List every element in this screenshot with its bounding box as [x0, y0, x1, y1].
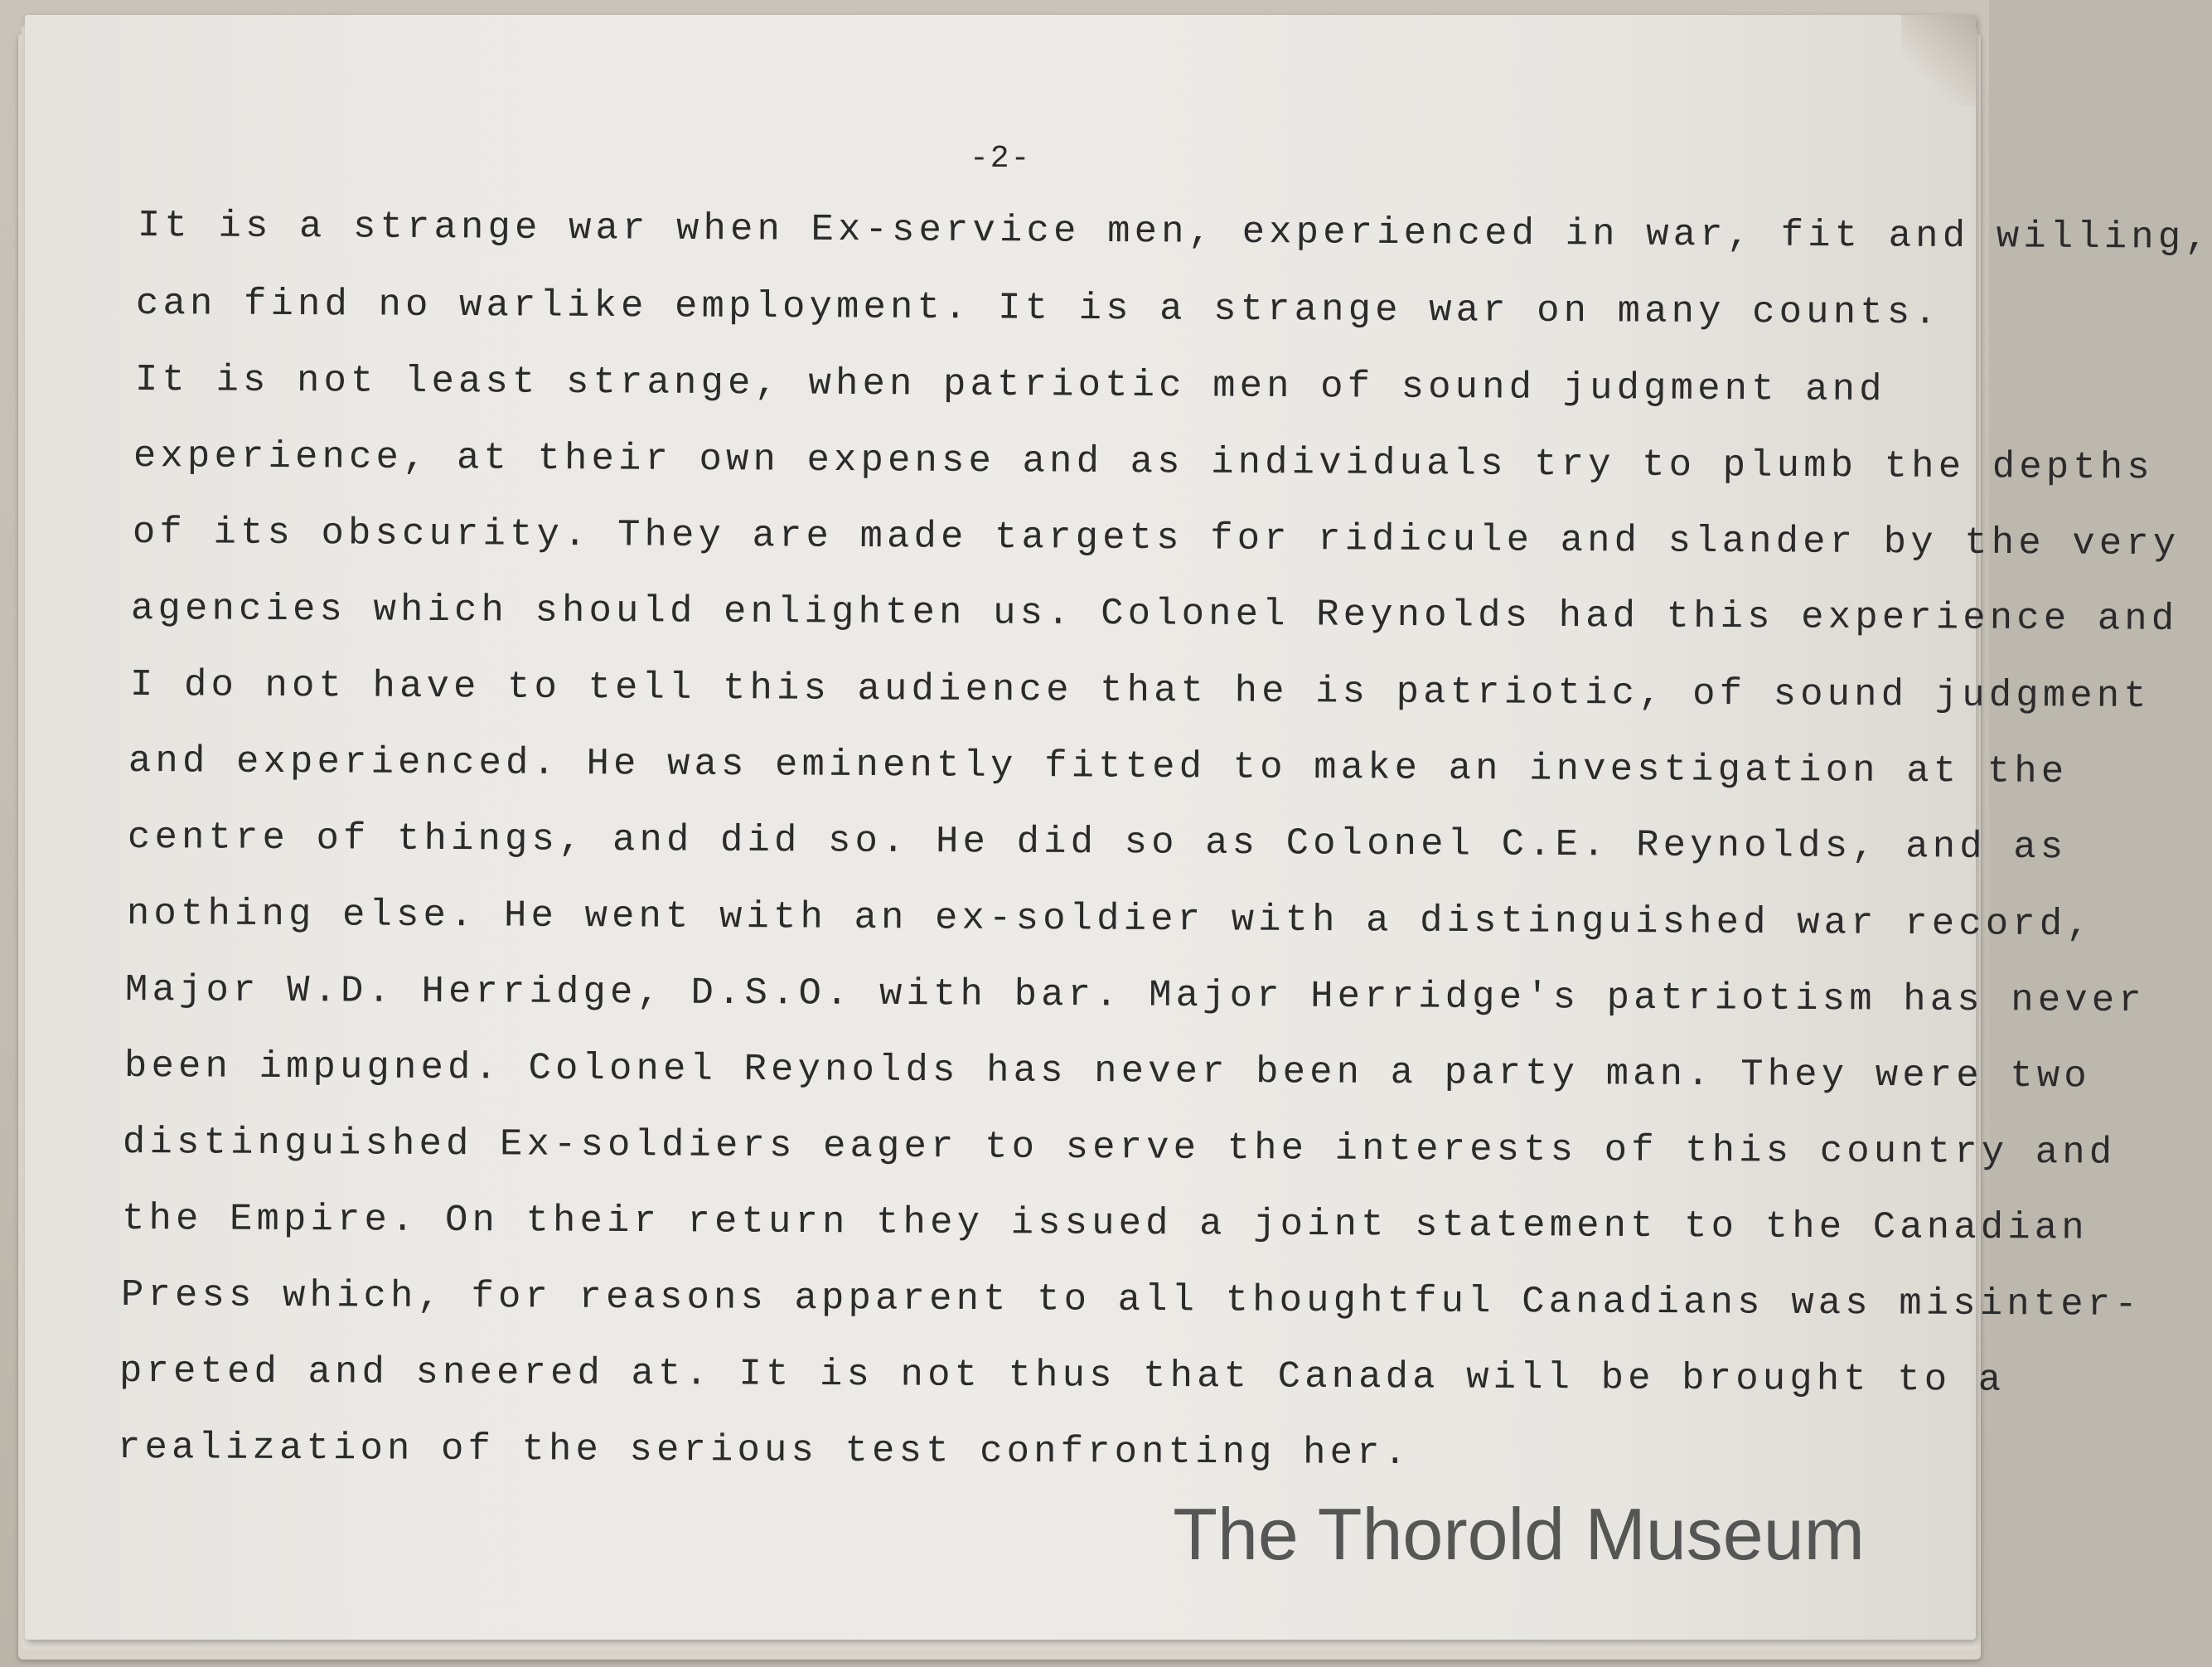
museum-watermark: The Thorold Museum: [1173, 1493, 1865, 1575]
text-line: preted and sneered at. It is not thus that Canada will be brought to a: [119, 1350, 2006, 1402]
text-line: I do not have to tell this audience that he is patriotic, of sound judgment: [129, 663, 2151, 719]
text-line: distinguished Ex-soldiers eager to serve the interests of this country and: [122, 1121, 2117, 1175]
text-line: experience, at their own expense and as individuals try to plumb the depths: [133, 434, 2154, 490]
typewritten-page: [25, 15, 2212, 1640]
text-line: nothing else. He went with an ex-soldier with a distinguished war record,: [126, 892, 2093, 947]
text-line: Press which, for reasons apparent to all thoughtful Canadians was misinter-: [120, 1273, 2142, 1326]
text-line: the Empire. On their return they issued a joint statement to the Canadian: [121, 1197, 2089, 1250]
text-line: agencies which should enlighten us. Colonel Reynolds had this experience and: [130, 587, 2179, 641]
text-line: It is a strange war when Ex-service men, experienced in war, fit and willing,: [137, 204, 2212, 259]
text-line: can find no warlike employment. It is a strange war on many counts.: [135, 282, 1941, 335]
text-line: of its obscurity. They are made targets for ridicule and slander by the very: [132, 511, 2181, 566]
body-text: [25, 15, 2212, 1640]
page-number: -2-: [970, 141, 1032, 177]
text-line: Major W.D. Herridge, D.S.O. with bar. Major Herridge's patriotism has never: [124, 968, 2146, 1023]
text-line: and experienced. He was eminently fitted to make an investigation at the: [128, 739, 2069, 794]
text-line: centre of things, and did so. He did so as Colonel C.E. Reynolds, and as: [127, 816, 2068, 870]
text-line: It is not least strange, when patriotic men of sound judgment and: [134, 358, 1886, 412]
text-line: been impugned. Colonel Reynolds has never been a party man. They were two: [123, 1044, 2091, 1098]
text-line: realization of the serious test confronting her.: [117, 1426, 1411, 1476]
